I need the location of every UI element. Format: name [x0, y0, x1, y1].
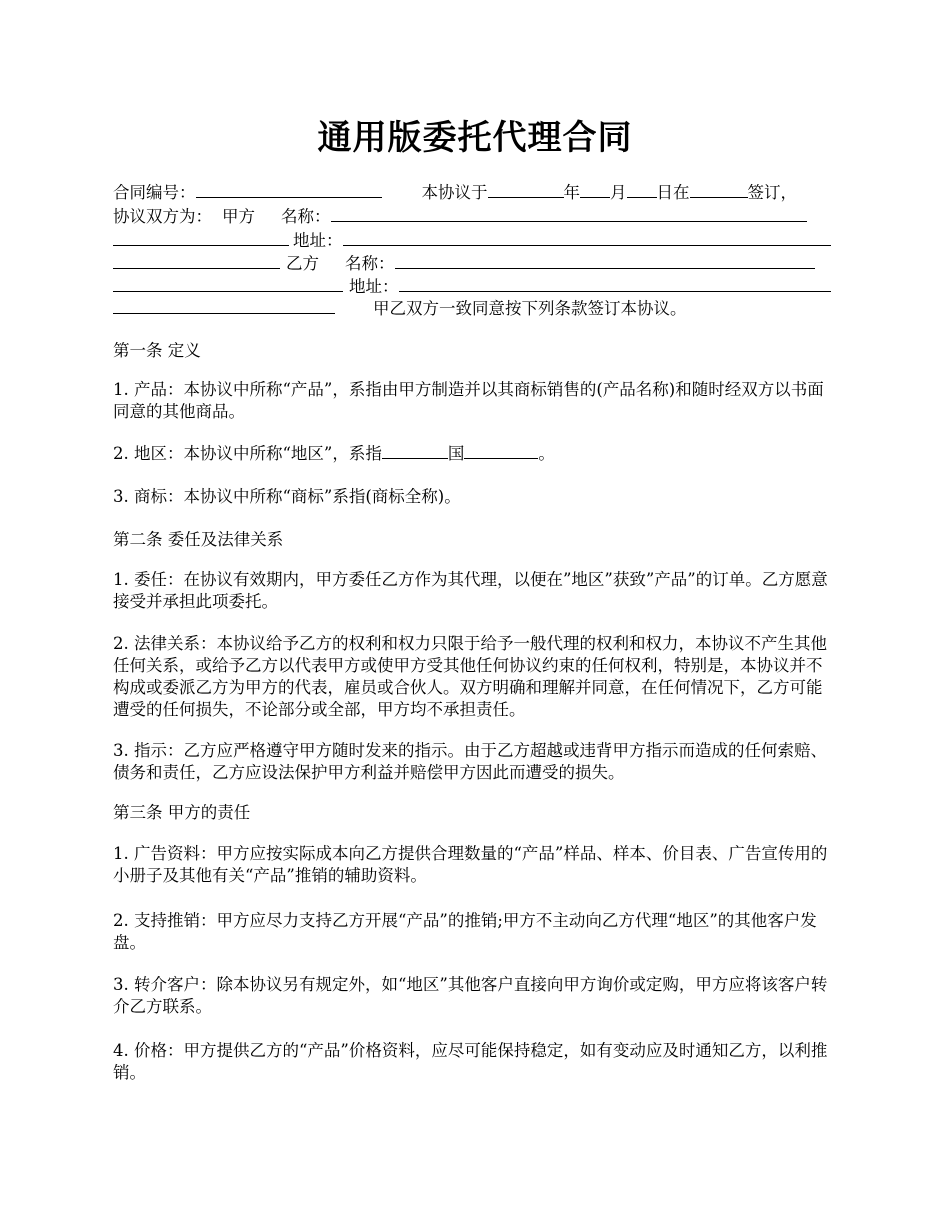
year-blank	[488, 182, 564, 198]
party-a-name-blank	[331, 206, 807, 222]
party-a-address-blank	[343, 230, 831, 246]
month-blank	[580, 182, 610, 198]
clause-2-1: 1. 委任：在协议有效期内，甲方委任乙方作为其代理，以便在”地区”获致”产品”的订单。乙方愿意接受并承担此项委托。	[113, 570, 828, 611]
party-a-label: 甲方	[222, 207, 255, 226]
clause-2-2: 2. 法律关系：本协议给予乙方的权利和权力只限于给予一般代理的权利和权力，本协议不产生其他任何关系，或给予乙方以代表甲方或使甲方受其他任何协议约束的任何权利，特别是，本协议并不构成或委派乙方为甲方的代表，雇员或合伙人。双方明确和理解并同意，在任何情况下，乙方可能遭受的任何损失，不论部分或全部，甲方均不承担责任。	[113, 634, 827, 719]
region-blank-1	[382, 443, 448, 459]
party-a-address-label: 地址：	[293, 231, 343, 250]
party-b-address-label: 地址：	[349, 277, 399, 296]
document-title: 通用版委托代理合同	[317, 118, 633, 158]
month-label: 月	[610, 183, 627, 202]
party-b-name-blank	[395, 253, 815, 269]
section-heading-2: 第二条 委任及法律关系	[113, 530, 284, 549]
party-b-name-blank-cont	[113, 276, 343, 292]
signed-suffix: 签订，	[747, 183, 797, 202]
region-country: 国	[447, 444, 465, 463]
contract-no-blank	[196, 182, 382, 198]
day-blank	[627, 182, 657, 198]
clause-3-1: 1. 广告资料：甲方应按实际成本向乙方提供合理数量的“产品”样品、样本、价目表、广告宣传用的小册子及其他有关“产品”推销的辅助资料。	[113, 844, 828, 885]
clause-3-2: 2. 支持推销：甲方应尽力支持乙方开展“产品”的推销;甲方不主动向乙方代理“地区”的其他客户发盘。	[113, 911, 817, 952]
section-heading-1: 第一条 定义	[113, 341, 201, 360]
header-line-6	[113, 298, 838, 320]
region-suffix: 。	[538, 444, 555, 463]
day-at-label: 日在	[656, 183, 690, 202]
party-b-address-blank	[399, 276, 831, 292]
place-blank	[690, 182, 748, 198]
year-label: 年	[563, 183, 580, 202]
clause-1-1: 1. 产品：本协议中所称“产品”，系指由甲方制造并以其商标销售的(产品名称)和随时经双方以书面同意的其他商品。	[113, 380, 824, 421]
clause-3-4: 4. 价格：甲方提供乙方的“产品”价格资料，应尽可能保持稳定，如有变动应及时通知乙方，以利推销。	[113, 1041, 828, 1082]
party-a-address-blank-cont	[113, 253, 280, 269]
clause-2-3: 3. 指示：乙方应严格遵守甲方随时发来的指示。由于乙方超越或违背甲方指示而造成的任何索赔、债务和责任，乙方应设法保护甲方利益并赔偿甲方因此而遭受的损失。	[113, 741, 827, 782]
region-blank-2	[464, 443, 538, 459]
agree-text: 甲乙双方一致同意按下列条款签订本协议。	[373, 299, 687, 318]
region-prefix: 2. 地区：本协议中所称“地区”，系指	[113, 444, 382, 463]
header-line-2	[113, 206, 838, 228]
signed-prefix: 本协议于	[421, 183, 488, 202]
parties-label: 协议双方为：	[113, 207, 212, 226]
header-line-5	[113, 276, 838, 298]
party-b-name-label: 名称：	[345, 254, 395, 273]
clause-3-3: 3. 转介客户：除本协议另有规定外，如“地区”其他客户直接向甲方询价或定购，甲方应将该客户转介乙方联系。	[113, 975, 828, 1016]
section-heading-3: 第三条 甲方的责任	[113, 803, 251, 822]
contract-no-label: 合同编号：	[113, 183, 196, 202]
header-line-4	[113, 253, 838, 275]
clause-1-3: 3. 商标：本协议中所称“商标”系指(商标全称)。	[113, 487, 461, 506]
header-line-1	[113, 182, 838, 204]
party-b-address-blank-cont	[113, 298, 335, 314]
party-a-name-blank-cont	[113, 230, 289, 246]
party-b-label: 乙方	[286, 254, 319, 273]
party-a-name-label: 名称：	[281, 207, 331, 226]
header-line-3	[113, 230, 838, 252]
clause-1-2	[113, 443, 838, 465]
